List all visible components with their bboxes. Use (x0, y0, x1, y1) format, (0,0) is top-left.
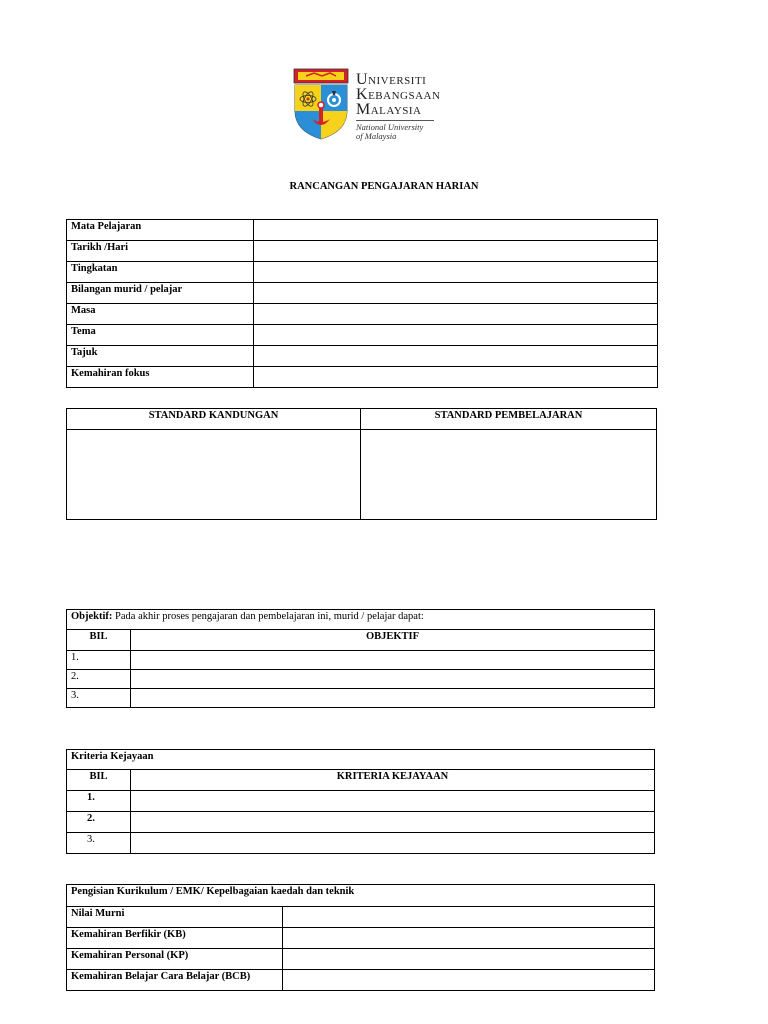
table-row (67, 970, 655, 991)
objektif-cell[interactable] (131, 689, 655, 708)
col-objektif-header: OBJEKTIF (131, 630, 655, 651)
ukm-logo (292, 67, 442, 142)
info-value-cell[interactable] (254, 283, 658, 304)
objektif-cell[interactable] (131, 670, 655, 689)
table-row (67, 283, 658, 304)
objektif-intro: Pada akhir proses pengajaran dan pembelajaran ini, murid / pelajar dapat: (112, 611, 424, 622)
table-row (67, 907, 655, 928)
table-row (67, 928, 655, 949)
bil-cell: 3. (67, 833, 131, 854)
pengisian-value-cell[interactable] (283, 928, 655, 949)
pengisian-label: Nilai Murni (67, 907, 283, 928)
info-label: Tingkatan (67, 262, 254, 283)
table-row (67, 670, 655, 689)
info-value-cell[interactable] (254, 241, 658, 262)
kriteria-cell[interactable] (131, 812, 655, 833)
info-label: Bilangan murid / pelajar (67, 283, 254, 304)
logo-sub2: of Malaysia (356, 131, 397, 141)
pengisian-label: Kemahiran Berfikir (KB) (67, 928, 283, 949)
document-title: RANCANGAN PENGAJARAN HARIAN (289, 181, 479, 192)
info-table (66, 219, 658, 388)
objektif-label: Objektif: (71, 611, 113, 622)
table-row (67, 409, 657, 430)
kriteria-cell[interactable] (131, 791, 655, 812)
pengisian-value-cell[interactable] (283, 949, 655, 970)
standard-table (66, 408, 657, 520)
table-row (67, 630, 655, 651)
info-value-cell[interactable] (254, 325, 658, 346)
table-row (67, 367, 658, 388)
logo-line1: UNIVERSITI (356, 71, 427, 88)
col-kriteria-header: KRITERIA KEJAYAAN (131, 770, 655, 791)
bil-cell: 1. (67, 791, 131, 812)
bil-cell: 3. (67, 689, 131, 708)
objektif-table (66, 609, 655, 708)
standard-kandungan-cell[interactable] (67, 430, 361, 520)
table-row (67, 770, 655, 791)
objektif-intro-cell (67, 610, 655, 630)
table-row (67, 689, 655, 708)
standard-kandungan-header: STANDARD KANDUNGAN (67, 409, 361, 430)
logo-sub1: National University (356, 122, 424, 132)
info-value-cell[interactable] (254, 346, 658, 367)
table-row (67, 430, 657, 520)
table-row (67, 304, 658, 325)
col-bil-header: BIL (67, 770, 131, 791)
ukm-crest-icon (292, 67, 350, 142)
bil-cell: 1. (67, 651, 131, 670)
logo-line2: KEBANGSAAN (356, 86, 441, 103)
pengisian-header: Pengisian Kurikulum / EMK/ Kepelbagaian kaedah dan teknik (67, 885, 655, 907)
info-value-cell[interactable] (254, 262, 658, 283)
objektif-cell[interactable] (131, 651, 655, 670)
table-row (67, 241, 658, 262)
bil-cell: 2. (67, 670, 131, 689)
info-label: Tajuk (67, 346, 254, 367)
pengisian-label: Kemahiran Belajar Cara Belajar (BCB) (67, 970, 283, 991)
table-row (67, 791, 655, 812)
standard-pembelajaran-header: STANDARD PEMBELAJARAN (361, 409, 657, 430)
table-row (67, 812, 655, 833)
info-value-cell[interactable] (254, 220, 658, 241)
table-row (67, 651, 655, 670)
table-row (67, 220, 658, 241)
table-row (67, 833, 655, 854)
pengisian-value-cell[interactable] (283, 970, 655, 991)
info-label: Mata Pelajaran (67, 220, 254, 241)
col-bil-header: BIL (67, 630, 131, 651)
table-row (67, 949, 655, 970)
info-value-cell[interactable] (254, 304, 658, 325)
kriteria-cell[interactable] (131, 833, 655, 854)
table-row (67, 750, 655, 770)
info-label: Kemahiran fokus (67, 367, 254, 388)
table-row (67, 325, 658, 346)
kriteria-table (66, 749, 655, 854)
table-row (67, 885, 655, 907)
info-value-cell[interactable] (254, 367, 658, 388)
kriteria-label: Kriteria Kejayaan (67, 750, 655, 770)
table-row (67, 610, 655, 630)
pengisian-table (66, 884, 655, 991)
info-label: Masa (67, 304, 254, 325)
pengisian-value-cell[interactable] (283, 907, 655, 928)
bil-cell: 2. (67, 812, 131, 833)
info-label: Tarikh /Hari (67, 241, 254, 262)
standard-pembelajaran-cell[interactable] (361, 430, 657, 520)
logo-rule (356, 120, 434, 121)
logo-line3: MALAYSIA (356, 101, 422, 118)
table-row (67, 346, 658, 367)
table-row (67, 262, 658, 283)
info-label: Tema (67, 325, 254, 346)
pengisian-label: Kemahiran Personal (KP) (67, 949, 283, 970)
